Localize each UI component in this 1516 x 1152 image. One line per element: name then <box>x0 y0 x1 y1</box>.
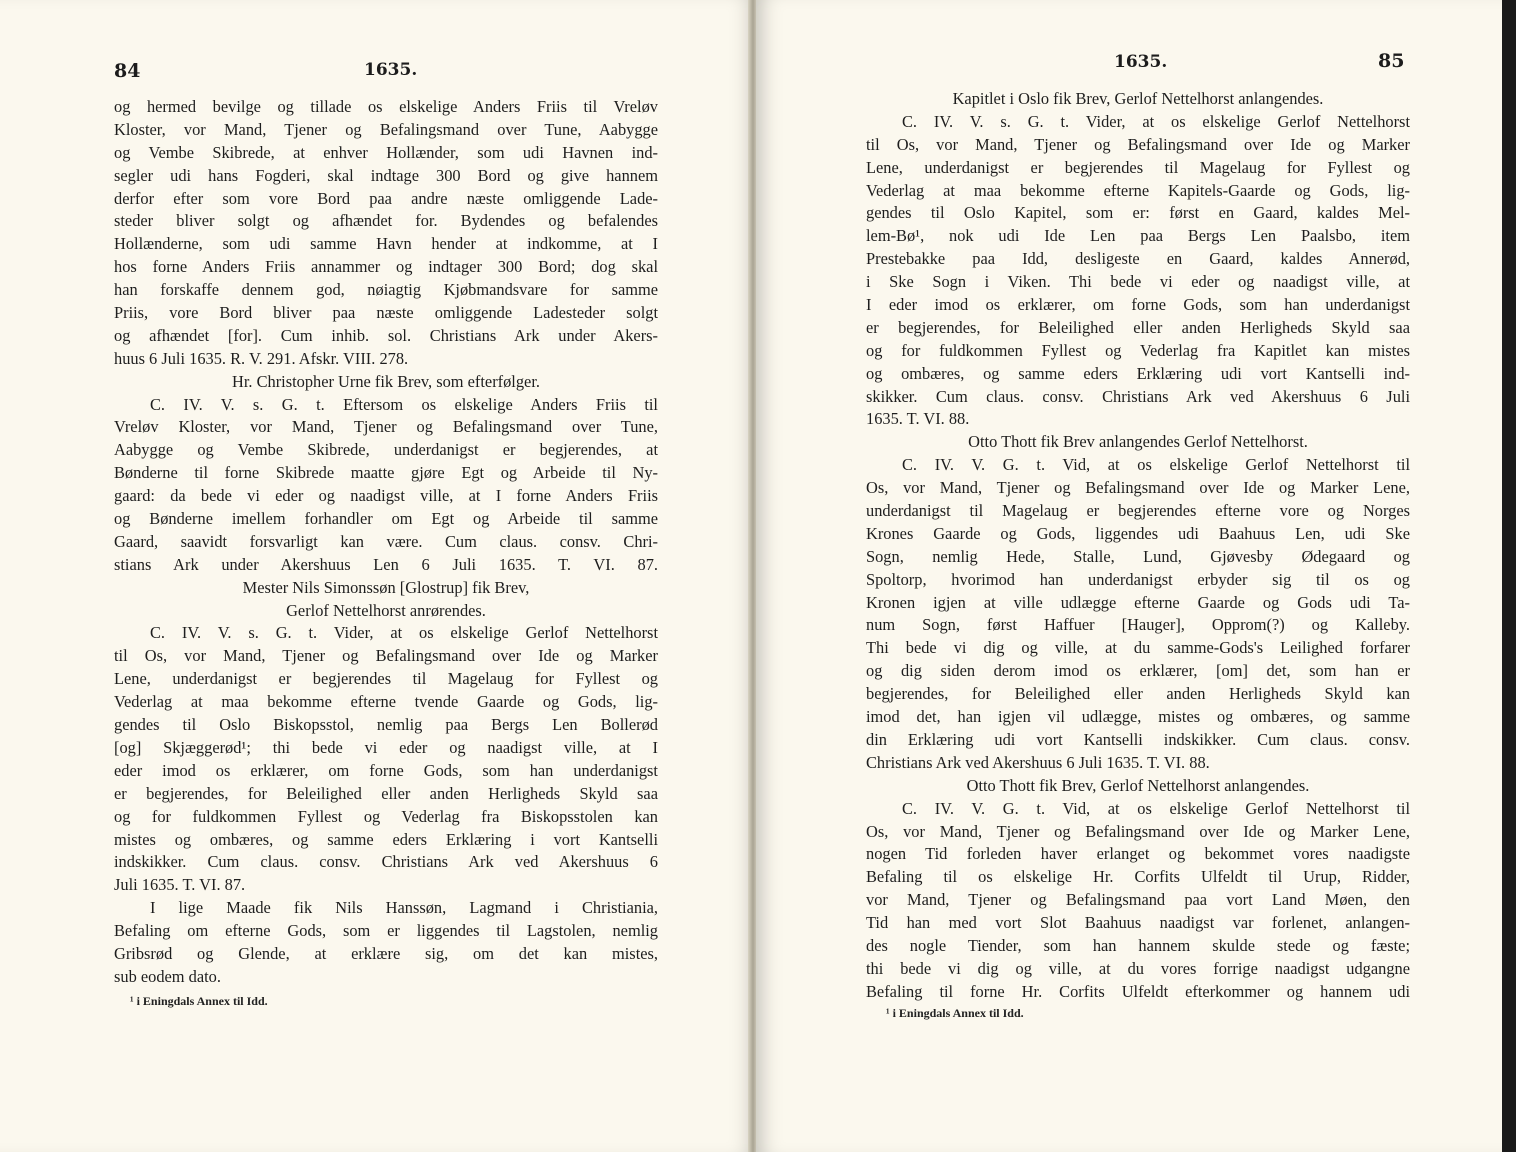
text-line: Prestebakke paa Idd, desligeste en Gaard, kaldes Annerød, <box>866 249 1410 269</box>
text-line: Tid han med vort Slot Baahuus naadigst var forlenet, anlangen- <box>866 913 1410 933</box>
entry-heading: Otto Thott fik Brev, Gerlof Nettelhorst anlangendes. <box>966 775 1310 795</box>
text-line: er begjerendes, for Beleilighed eller anden Herligheds Skyld saa <box>866 317 1410 337</box>
text-line: og dig siden derom imod os erklærer, [om] det, som han er <box>866 661 1410 681</box>
text-line: til Os, vor Mand, Tjener og Befalingsmand over Ide og Marker <box>114 646 658 666</box>
text-line: [og] Skjæggerød¹; thi bede vi eder og naadigst ville, at I <box>114 737 658 757</box>
text-line: C. IV. V. s. G. t. Vider, at os elskelige Gerlof Nettelhorst <box>902 111 1410 131</box>
text-line: Befaling til os elskelige Hr. Corfits Ulfeldt til Urup, Ridder, <box>866 867 1410 887</box>
text-line: begjerendes, for Beleilighed eller anden Herligheds Skyld kan <box>866 684 1410 704</box>
text-line: og hermed bevilge og tillade os elskelige Anders Friis til Vreløv <box>114 97 658 116</box>
text-line: gaard: da bede vi eder og naadigst ville, at I forne Anders Friis <box>114 486 658 506</box>
text-line: Aabygge og Vembe Skibrede, underdanigst er begjerendes, at <box>114 440 658 460</box>
text-line: Priis, vore Bord bliver paa næste omliggende Ladesteder solgt <box>114 303 658 323</box>
text-line: Vederlag at maa bekomme efterne tvende Gaarde og Gods, lig- <box>114 692 658 712</box>
text-line: segler udi hans Fogderi, skal indtage 300 Bord og give hannem <box>114 165 658 185</box>
text-line: Befaling til forne Hr. Corfits Ulfeldt efterkommer og hannem udi <box>866 981 1410 1001</box>
left-text-column <box>114 96 658 989</box>
text-line: Thi bede vi dig og ville, at du samme-Gods's Leilighed forfarer <box>866 638 1410 658</box>
text-line: des nogle Tiender, som han hannem skulde stede og fæste; <box>866 935 1410 955</box>
text-line: han forskaffe dennem god, nøiagtig Kjøbmandsvare for samme <box>114 280 658 300</box>
text-line: derfor efter som vore Bord paa andre næste omliggende Lade- <box>114 188 658 208</box>
text-line: C. IV. V. s. G. t. Eftersom os elskelige Anders Friis til <box>150 394 658 414</box>
text-line: og afhændet [for]. Cum inhib. sol. Christians Ark under Akers- <box>114 325 658 345</box>
text-line: og for fuldkommen Fyllest og Vederlag fra Kapitlet kan mistes <box>866 340 1410 360</box>
entry-heading: Gerlof Nettelhorst anrørendes. <box>286 600 486 620</box>
left-running-head: 1635. <box>364 60 418 80</box>
text-line: til Os, vor Mand, Tjener og Befalingsmand over Ide og Marker <box>866 134 1410 154</box>
left-footnote: ¹ i Eningdals Annex til Idd. <box>130 994 268 1008</box>
text-line: num Sogn, først Haffuer [Hauger], Opprom(?) og Kalleby. <box>866 615 1410 635</box>
text-line: 1635. T. VI. 88. <box>866 409 970 429</box>
entry-heading: Kapitlet i Oslo fik Brev, Gerlof Nettelhorst anlangendes. <box>952 89 1324 108</box>
text-line: C. IV. V. s. G. t. Vider, at os elskelige Gerlof Nettelhorst <box>150 623 658 643</box>
text-line: sub eodem dato. <box>114 966 221 986</box>
text-line: din Erklæring udi vort Kantselli indskikker. Cum claus. consv. <box>866 729 1410 749</box>
text-line: gendes til Oslo Kapitel, som er: først en Gaard, kaldes Mel- <box>866 203 1410 223</box>
text-line: steder bliver solgt og afhændet for. Bydendes og befalendes <box>114 211 658 231</box>
text-line: i Ske Sogn i Viken. Thi bede vi eder og naadigst ville, at <box>866 272 1410 292</box>
text-line: Spoltorp, hvorimod han underdanigst erbyder sig til os og <box>866 569 1410 589</box>
text-line: Hollænderne, som udi samme Havn hender at indkomme, at I <box>114 234 658 254</box>
text-line: og ombæres, og samme eders Erklæring udi vort Kantselli ind- <box>866 363 1410 383</box>
text-line: Vreløv Kloster, vor Mand, Tjener og Befalingsmand over Tune, <box>114 417 658 437</box>
text-line: lem-Bø¹, nok udi Ide Len paa Bergs Len Paalsbo, item <box>866 226 1410 246</box>
text-line: C. IV. V. G. t. Vid, at os elskelige Gerlof Nettelhorst til <box>902 798 1410 818</box>
text-line: huus 6 Juli 1635. R. V. 291. Afskr. VIII. 278. <box>114 348 409 368</box>
text-line: Kloster, vor Mand, Tjener og Befalingsmand over Tune, Aabygge <box>114 119 658 139</box>
text-line: I eder imod os erklærer, om forne Gods, som han underdanigst <box>866 295 1410 315</box>
text-line: Kronen igjen at ville udlægge efterne Gaarde og Gods udi Ta- <box>866 592 1410 612</box>
text-line: I lige Maade fik Nils Hanssøn, Lagmand i Christiania, <box>150 898 658 918</box>
text-line: Sogn, nemlig Hede, Stalle, Lund, Gjøvesby Ødegaard og <box>866 546 1410 566</box>
text-line: Juli 1635. T. VI. 87. <box>114 875 246 895</box>
left-page <box>0 0 756 1152</box>
entry-heading: Mester Nils Simonssøn [Glostrup] fik Brev, <box>242 577 530 597</box>
text-line: gendes til Oslo Biskopsstol, nemlig paa Bergs Len Bollerød <box>114 715 658 735</box>
text-line: mistes og ombæres, og samme eders Erklæring i vort Kantselli <box>114 829 658 849</box>
text-line: og for fuldkommen Fyllest og Vederlag fra Biskopsstolen kan <box>114 806 658 826</box>
text-line: Gaard, saavidt forsvarligt kan være. Cum claus. consv. Chri- <box>114 531 658 551</box>
right-text-column <box>866 88 1410 1004</box>
text-line: Gribsrød og Glende, at erklære sig, om det kan mistes, <box>114 943 658 963</box>
left-page-number: 84 <box>114 60 141 82</box>
text-line: og Bønderne imellem forhandler om Egt og Arbeide til samme <box>114 509 658 529</box>
text-line: Os, vor Mand, Tjener og Befalingsmand over Ide og Marker Lene, <box>866 821 1410 841</box>
text-line: indskikker. Cum claus. consv. Christians Ark ved Akershuus 6 <box>114 852 658 872</box>
text-line: nogen Tid forleden haver erlanget og bekommet vores naadigste <box>866 844 1410 864</box>
text-line: Bønderne til forne Skibrede maatte gjøre Egt og Arbeide til Ny- <box>114 463 658 483</box>
text-line: Krones Gaarde og Gods, liggendes udi Baahuus Len, udi Ske <box>866 523 1410 543</box>
right-footnote: ¹ i Eningdals Annex til Idd. <box>886 1006 1024 1020</box>
text-line: imod det, han igjen vil udlægge, mistes og ombæres, og samme <box>866 707 1410 727</box>
text-line: Os, vor Mand, Tjener og Befalingsmand over Ide og Marker Lene, <box>866 478 1410 498</box>
text-line: Lene, underdanigst er begjerendes til Magelaug for Fyllest og <box>866 157 1410 177</box>
entry-heading: Otto Thott fik Brev anlangendes Gerlof Nettelhorst. <box>968 432 1308 452</box>
text-line: C. IV. V. G. t. Vid, at os elskelige Gerlof Nettelhorst til <box>902 455 1410 475</box>
right-page <box>756 0 1502 1152</box>
text-line: vor Mand, Tjener og Befalingsmand paa vort Land Møen, den <box>866 890 1410 910</box>
text-line: eder imod os erklærer, om forne Gods, som han underdanigst <box>114 760 658 780</box>
text-line: skikker. Cum claus. consv. Christians Ark ved Akershuus 6 Juli <box>866 386 1410 406</box>
right-running-head: 1635. <box>1114 52 1168 72</box>
text-line: Christians Ark ved Akershuus 6 Juli 1635. T. VI. 88. <box>866 752 1210 772</box>
text-line: Lene, underdanigst er begjerendes til Magelaug for Fyllest og <box>114 669 658 689</box>
book-edge-shadow <box>1502 0 1516 1152</box>
text-line: er begjerendes, for Beleilighed eller anden Herligheds Skyld saa <box>114 783 658 803</box>
text-line: stians Ark under Akershuus Len 6 Juli 1635. T. VI. 87. <box>114 554 658 574</box>
text-line: Befaling om efterne Gods, som er liggendes til Lagstolen, nemlig <box>114 921 658 941</box>
text-line: underdanigst til Magelaug er begjerendes efterne vore og Norges <box>866 501 1410 521</box>
text-line: hos forne Anders Friis annammer og indtager 300 Bord; dog skal <box>114 257 658 277</box>
text-line: thi bede vi dig og ville, at du vores forrige naadigst udgangne <box>866 958 1410 978</box>
text-line: Vederlag at maa bekomme efterne Kapitels-Gaarde og Gods, lig- <box>866 180 1410 200</box>
right-page-number: 85 <box>1378 50 1405 72</box>
text-line: og Vembe Skibrede, at enhver Hollænder, som udi Havnen ind- <box>114 142 658 162</box>
entry-heading: Hr. Christopher Urne fik Brev, som efterfølger. <box>231 371 540 391</box>
